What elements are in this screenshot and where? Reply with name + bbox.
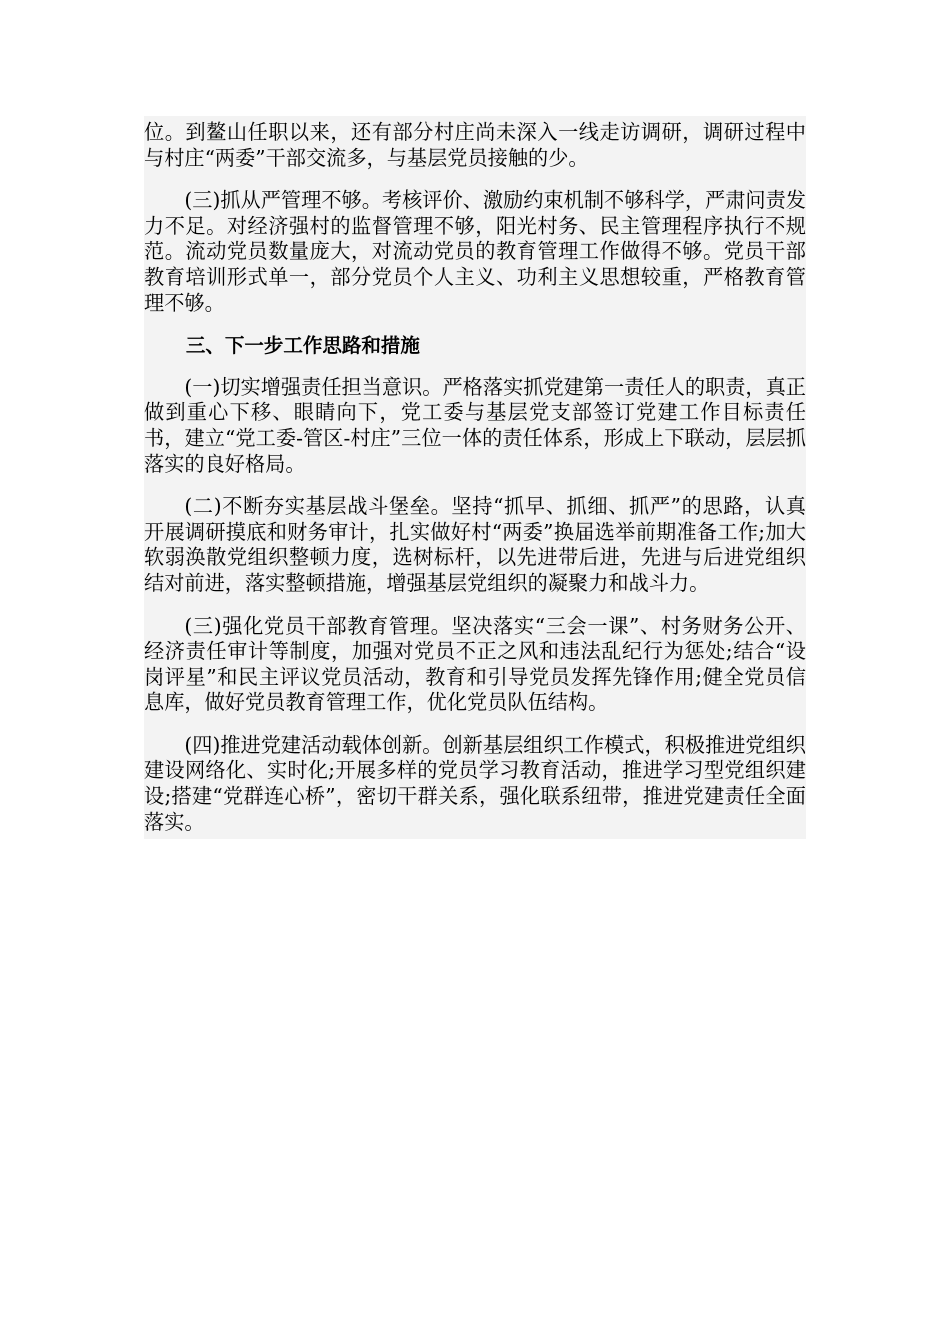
paragraph-responsibility: (一)切实增强责任担当意识。严格落实抓党建第一责任人的职责，真正做到重心下移、眼睛向下，党工委与基层党支部签订党建工作目标责任书，建立“党工委-管区-村庄”三位一体的责任体系，形成上下联动，层层抓落实的良好格局。 [144, 374, 806, 476]
paragraph-activity-innovation: (四)推进党建活动载体创新。创新基层组织工作模式，积极推进党组织建设网络化、实时化;开展多样的党员学习教育活动，推进学习型党组织建设;搭建“党群连心桥”，密切干群关系，强化联系纽带，推进党建责任全面落实。 [144, 732, 806, 834]
paragraph-grassroots-fortress: (二)不断夯实基层战斗堡垒。坚持“抓早、抓细、抓严”的思路，认真开展调研摸底和财务审计，扎实做好村“两委”换届选举前期准备工作;加大软弱涣散党组织整顿力度，选树标杆，以先进带后进，先进与后进党组织结对前进，落实整顿措施，增强基层党组织的凝聚力和战斗力。 [144, 494, 806, 595]
paragraph-strict-management: (三)抓从严管理不够。考核评价、激励约束机制不够科学，严肃问责发力不足。对经济强村的监督管理不够，阳光村务、民主管理程序执行不规范。流动党员数量庞大，对流动党员的教育管理工作做得不够。党员干部教育培训形式单一，部分党员个人主义、功利主义思想较重，严格教育管理不够。 [144, 188, 806, 315]
section-heading: 三、下一步工作思路和措施 [185, 334, 420, 358]
paragraph-continuation: 位。到鳌山任职以来，还有部分村庄尚未深入一线走访调研，调研过程中与村庄“两委”干部交流多，与基层党员接触的少。 [144, 120, 806, 170]
paragraph-education-management: (三)强化党员干部教育管理。坚决落实“三会一课”、村务财务公开、经济责任审计等制度，加强对党员不正之风和违法乱纪行为惩处;结合“设岗评星”和民主评议党员活动，教育和引导党员发挥先锋作用;健全党员信息库，做好党员教育管理工作，优化党员队伍结构。 [144, 613, 806, 715]
document-body [144, 116, 806, 839]
